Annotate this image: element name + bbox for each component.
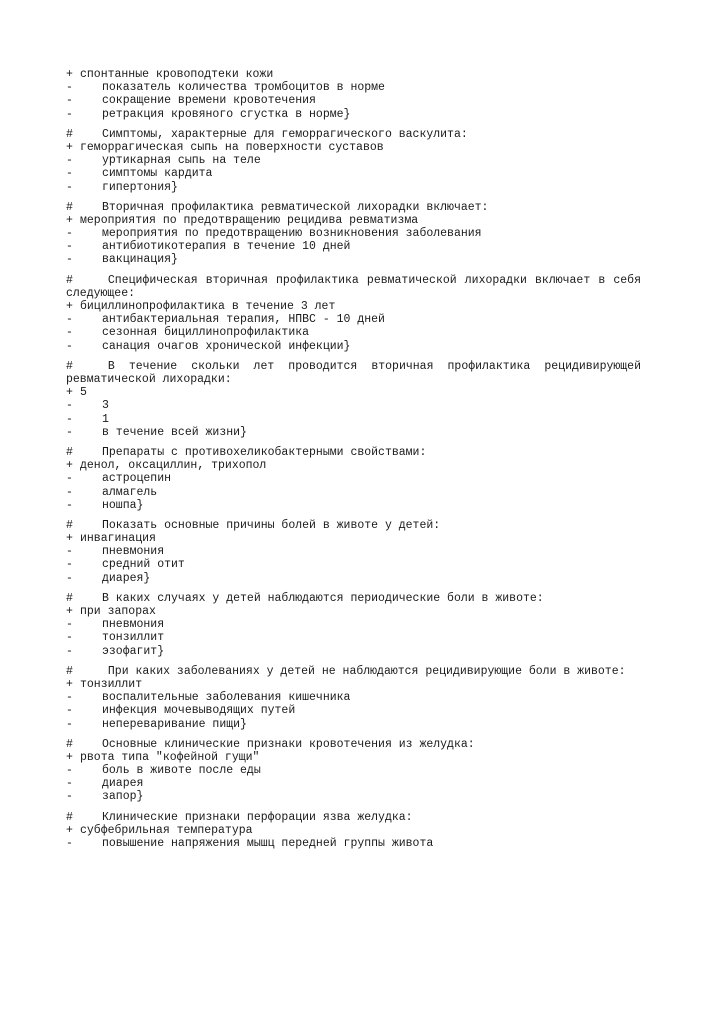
wrong-answer [66, 413, 641, 426]
correct-answer [66, 532, 641, 545]
answer-marker: - [66, 631, 73, 645]
answer-marker: - [66, 154, 73, 168]
question-block [66, 68, 641, 121]
correct-answer [66, 386, 641, 399]
answer-text: 1 [102, 412, 109, 426]
wrong-answer [66, 572, 641, 585]
wrong-answer [66, 399, 641, 412]
answer-marker: + [66, 68, 73, 81]
question-text [66, 519, 641, 532]
answer-text: вакцинация} [102, 253, 178, 267]
question-marker: # [66, 273, 73, 287]
answer-marker: - [66, 545, 73, 559]
question-marker: # [66, 445, 73, 459]
answer-text: при запорах [80, 605, 156, 618]
correct-answer [66, 68, 641, 81]
answer-text: алмагель [102, 485, 158, 499]
question-block [66, 665, 641, 731]
wrong-answer [66, 426, 641, 439]
question-marker: # [66, 518, 73, 532]
question-block [66, 738, 641, 804]
answer-marker: - [66, 227, 73, 241]
correct-answer [66, 824, 641, 837]
wrong-answer [66, 340, 641, 353]
answer-text: бициллинопрофилактика в течение 3 лет [80, 300, 336, 314]
answer-text: мероприятия по предотвращению возникновения заболевания [102, 227, 482, 241]
answer-marker: - [66, 180, 73, 194]
wrong-answer [66, 81, 641, 94]
question-marker: # [66, 359, 73, 373]
answer-text: боль в животе после еды [102, 764, 261, 778]
answer-marker: - [66, 558, 73, 572]
correct-answer [66, 459, 641, 472]
wrong-answer [66, 718, 641, 731]
question-label: В каких случаях у детей наблюдаются периодические боли в животе: [102, 591, 544, 605]
answer-marker: - [66, 644, 73, 658]
question-text [66, 128, 641, 141]
answer-marker: - [66, 412, 73, 426]
question-label: Вторичная профилактика ревматической лихорадки включает: [102, 200, 489, 214]
correct-answer [66, 605, 641, 618]
answer-text: сезонная бициллинопрофилактика [102, 326, 310, 340]
answer-marker: + [66, 750, 73, 764]
question-block [66, 201, 641, 267]
wrong-answer [66, 472, 641, 485]
answer-marker: - [66, 618, 73, 632]
answer-marker: + [66, 532, 73, 546]
answer-text: спонтанные кровоподтеки кожи [80, 68, 274, 81]
answer-marker: - [66, 313, 73, 327]
answer-marker: - [66, 81, 73, 95]
question-marker: # [66, 591, 73, 605]
answer-text: субфебрильная температура [80, 823, 253, 837]
answer-text: непереваривание пищи} [102, 717, 247, 731]
answer-text: мероприятия по предотвращению рецидива ревматизма [80, 213, 419, 227]
question-text [66, 665, 641, 678]
answer-marker: - [66, 107, 73, 121]
answer-marker: - [66, 498, 73, 512]
wrong-answer [66, 108, 641, 121]
answer-text: тонзиллит [102, 631, 165, 645]
answer-marker: - [66, 764, 73, 778]
answer-text: запор} [102, 790, 144, 804]
correct-answer [66, 751, 641, 764]
answer-marker: - [66, 472, 73, 486]
wrong-answer [66, 326, 641, 339]
answer-text: инвагинация [80, 532, 156, 546]
wrong-answer [66, 837, 641, 850]
answer-marker: - [66, 425, 73, 439]
answer-text: показатель количества тромбоцитов в норме [102, 81, 385, 95]
question-label: Специфическая вторичная профилактика ревматической лихорадки включает в себя следующее: [66, 273, 641, 300]
question-block [66, 811, 641, 851]
correct-answer [66, 300, 641, 313]
answer-text: инфекция мочевыводящих путей [102, 704, 296, 718]
answer-marker: - [66, 339, 73, 353]
answer-text: астроцепин [102, 472, 172, 486]
wrong-answer [66, 704, 641, 717]
answer-marker: - [66, 717, 73, 731]
question-label: Показать основные причины болей в животе у детей: [102, 518, 441, 532]
wrong-answer [66, 499, 641, 512]
correct-answer [66, 214, 641, 227]
question-block [66, 592, 641, 658]
answer-text: эзофагит} [102, 644, 165, 658]
question-text [66, 446, 641, 459]
wrong-answer [66, 313, 641, 326]
answer-text: тонзиллит [80, 677, 143, 691]
answer-text: диарея} [102, 571, 151, 585]
answer-text: пневмония [102, 545, 165, 559]
answer-text: пневмония [102, 618, 165, 632]
question-marker: # [66, 664, 73, 678]
question-marker: # [66, 737, 73, 751]
answer-text: уртикарная сыпь на теле [102, 154, 261, 168]
answer-marker: - [66, 790, 73, 804]
question-label: В течение скольки лет проводится вторичная профилактика рецидивирующей ревматической лихорадки: [66, 359, 641, 386]
question-text [66, 592, 641, 605]
answer-marker: - [66, 704, 73, 718]
answer-marker: - [66, 326, 73, 340]
wrong-answer [66, 253, 641, 266]
question-text [66, 201, 641, 214]
answer-marker: + [66, 459, 73, 473]
answer-text: антибактериальная терапия, НПВС - 10 дней [102, 313, 385, 327]
answer-marker: - [66, 94, 73, 108]
answer-marker: + [66, 300, 73, 314]
question-marker: # [66, 200, 73, 214]
answer-marker: - [66, 167, 73, 181]
correct-answer [66, 678, 641, 691]
answer-marker: - [66, 691, 73, 705]
wrong-answer [66, 558, 641, 571]
wrong-answer [66, 645, 641, 658]
answer-text: денол, оксациллин, трихопол [80, 459, 267, 473]
answer-marker: + [66, 823, 73, 837]
answer-marker: - [66, 253, 73, 267]
answer-marker: - [66, 777, 73, 791]
answer-marker: + [66, 213, 73, 227]
answer-text: ношпа} [102, 498, 144, 512]
question-block [66, 360, 641, 439]
question-text [66, 360, 641, 386]
answer-text: 3 [102, 399, 109, 413]
answer-text: средний отит [102, 558, 185, 572]
answer-text: диарея [102, 777, 144, 791]
correct-answer [66, 141, 641, 154]
answer-text: антибиотикотерапия в течение 10 дней [102, 240, 351, 254]
wrong-answer [66, 777, 641, 790]
wrong-answer [66, 167, 641, 180]
wrong-answer [66, 790, 641, 803]
answer-text: симптомы кардита [102, 167, 213, 181]
question-block [66, 128, 641, 194]
answer-marker: - [66, 571, 73, 585]
answer-marker: - [66, 837, 73, 851]
answer-marker: + [66, 386, 73, 400]
answer-text: ретракция кровяного сгустка в норме} [102, 107, 351, 121]
question-block [66, 274, 641, 353]
answer-text: геморрагическая сыпь на поверхности суставов [80, 140, 384, 154]
answer-marker: - [66, 240, 73, 254]
question-text [66, 811, 641, 824]
answer-text: рвота типа "кофейной гущи" [80, 750, 260, 764]
answer-text: воспалительные заболевания кишечника [102, 691, 351, 705]
wrong-answer [66, 486, 641, 499]
question-text [66, 274, 641, 300]
question-text [66, 738, 641, 751]
question-marker: # [66, 810, 73, 824]
wrong-answer [66, 618, 641, 631]
question-label: Основные клинические признаки кровотечения из желудка: [102, 737, 475, 751]
question-marker: # [66, 127, 73, 141]
wrong-answer [66, 94, 641, 107]
answer-marker: + [66, 140, 73, 154]
answer-marker: - [66, 399, 73, 413]
question-label: Симптомы, характерные для геморрагического васкулита: [102, 127, 468, 141]
question-label: Препараты с противохеликобактерными свойствами: [102, 445, 427, 459]
test-questions [66, 68, 641, 857]
wrong-answer [66, 545, 641, 558]
answer-marker: + [66, 677, 73, 691]
wrong-answer [66, 691, 641, 704]
question-block [66, 446, 641, 512]
answer-marker: + [66, 605, 73, 618]
answer-text: сокращение времени кровотечения [102, 94, 316, 108]
question-label: При каких заболеваниях у детей не наблюдаются рецидивирующие боли в животе: [107, 664, 626, 678]
wrong-answer [66, 240, 641, 253]
answer-text: санация очагов хронической инфекции} [102, 339, 351, 353]
wrong-answer [66, 764, 641, 777]
answer-text: повышение напряжения мышц передней группы живота [102, 837, 434, 851]
answer-text: в течение всей жизни} [102, 425, 247, 439]
wrong-answer [66, 181, 641, 194]
question-label: Клинические признаки перфорации язва желудка: [102, 810, 413, 824]
answer-text: гипертония} [102, 180, 178, 194]
answer-text: 5 [80, 386, 87, 400]
wrong-answer [66, 631, 641, 644]
wrong-answer [66, 227, 641, 240]
wrong-answer [66, 154, 641, 167]
question-block [66, 519, 641, 585]
answer-marker: - [66, 485, 73, 499]
